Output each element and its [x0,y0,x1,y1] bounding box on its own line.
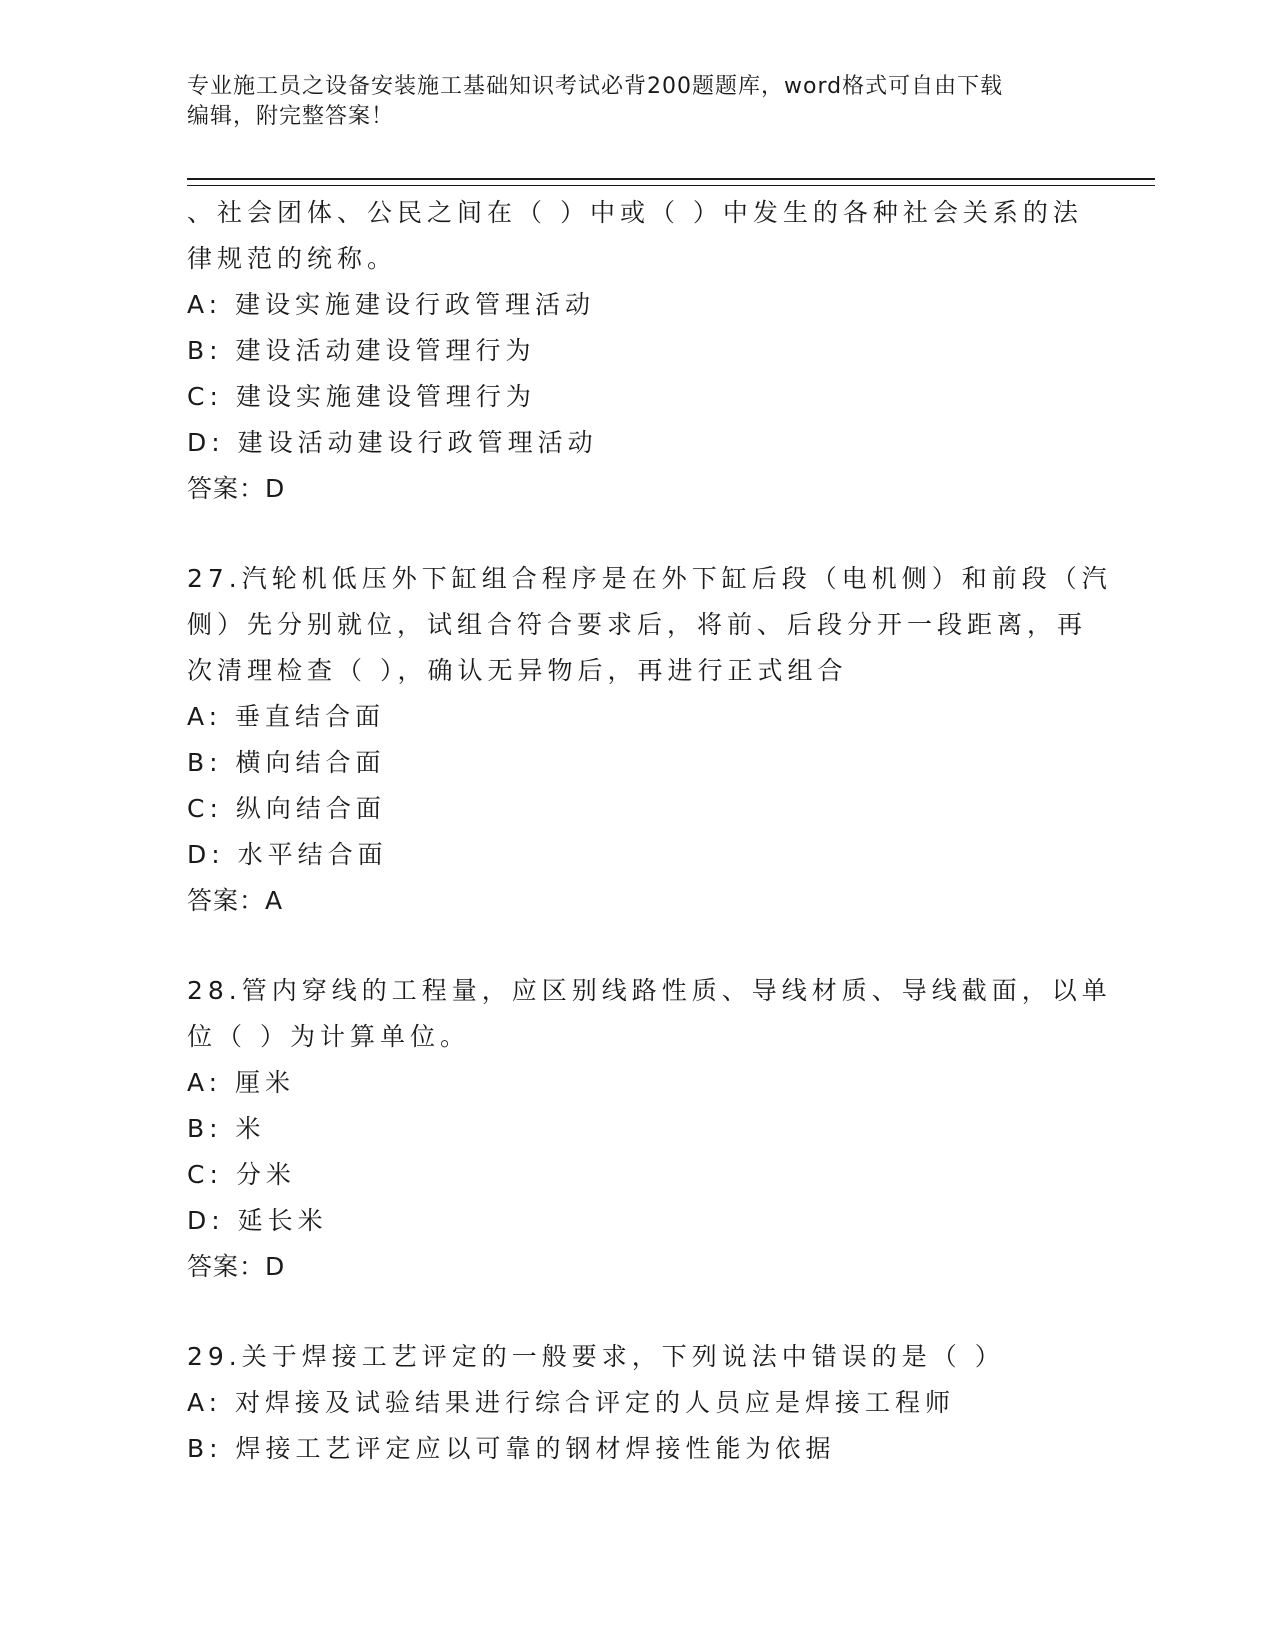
option-b: B: 建设活动建设管理行为 [187,336,536,365]
option-b: B: 米 [187,1114,266,1143]
question-28 [187,968,1112,1290]
document-header [187,72,1067,132]
option-c: C: 建设实施建设管理行为 [187,382,536,411]
option-a: A: 垂直结合面 [187,702,386,731]
answer-line: 答案：D [187,474,286,503]
answer-line: 答案：A [187,886,284,915]
option-b: B: 焊接工艺评定应以可靠的钢材焊接性能为依据 [187,1434,836,1463]
question-stem-line: 次清理检查（ ），确认无异物后，再进行正式组合 [187,656,848,685]
option-d: D: 建设活动建设行政管理活动 [187,428,598,457]
question-27 [187,556,1112,924]
option-d: D: 延长米 [187,1206,328,1235]
question-stem-line: 27.汽轮机低压外下缸组合程序是在外下缸后段（电机侧）和前段（汽 [187,564,1112,593]
option-a: A: 对焊接及试验结果进行综合评定的人员应是焊接工程师 [187,1388,956,1417]
question-stem-line: 位（ ）为计算单位。 [187,1022,470,1051]
question-stem-line: 28.管内穿线的工程量，应区别线路性质、导线材质、导线截面，以单 [187,976,1112,1005]
question-stem-line: 29.关于焊接工艺评定的一般要求，下列说法中错误的是（ ） [187,1342,1005,1371]
option-a: A: 建设实施建设行政管理活动 [187,290,596,319]
question-26 [187,190,1087,512]
header-title-line-2: 编辑，附完整答案！ [187,104,395,129]
header-divider [187,178,1155,186]
option-c: C: 纵向结合面 [187,794,386,823]
option-c: C: 分米 [187,1160,296,1189]
question-stem-line: 侧）先分别就位，试组合符合要求后，将前、后段分开一段距离，再 [187,610,1088,639]
question-stem-line: 、社会团体、公民之间在（ ）中或（ ）中发生的各种社会关系的法 [187,198,1083,227]
header-title-line-1: 专业施工员之设备安装施工基础知识考试必背200题题库，word格式可自由下载 [187,74,1004,99]
answer-line: 答案：D [187,1252,286,1281]
document-body [187,190,1112,1516]
option-b: B: 横向结合面 [187,748,386,777]
option-a: A: 厘米 [187,1068,296,1097]
question-stem-line: 律规范的统称。 [187,244,398,273]
question-29 [187,1334,1087,1472]
option-d: D: 水平结合面 [187,840,388,869]
